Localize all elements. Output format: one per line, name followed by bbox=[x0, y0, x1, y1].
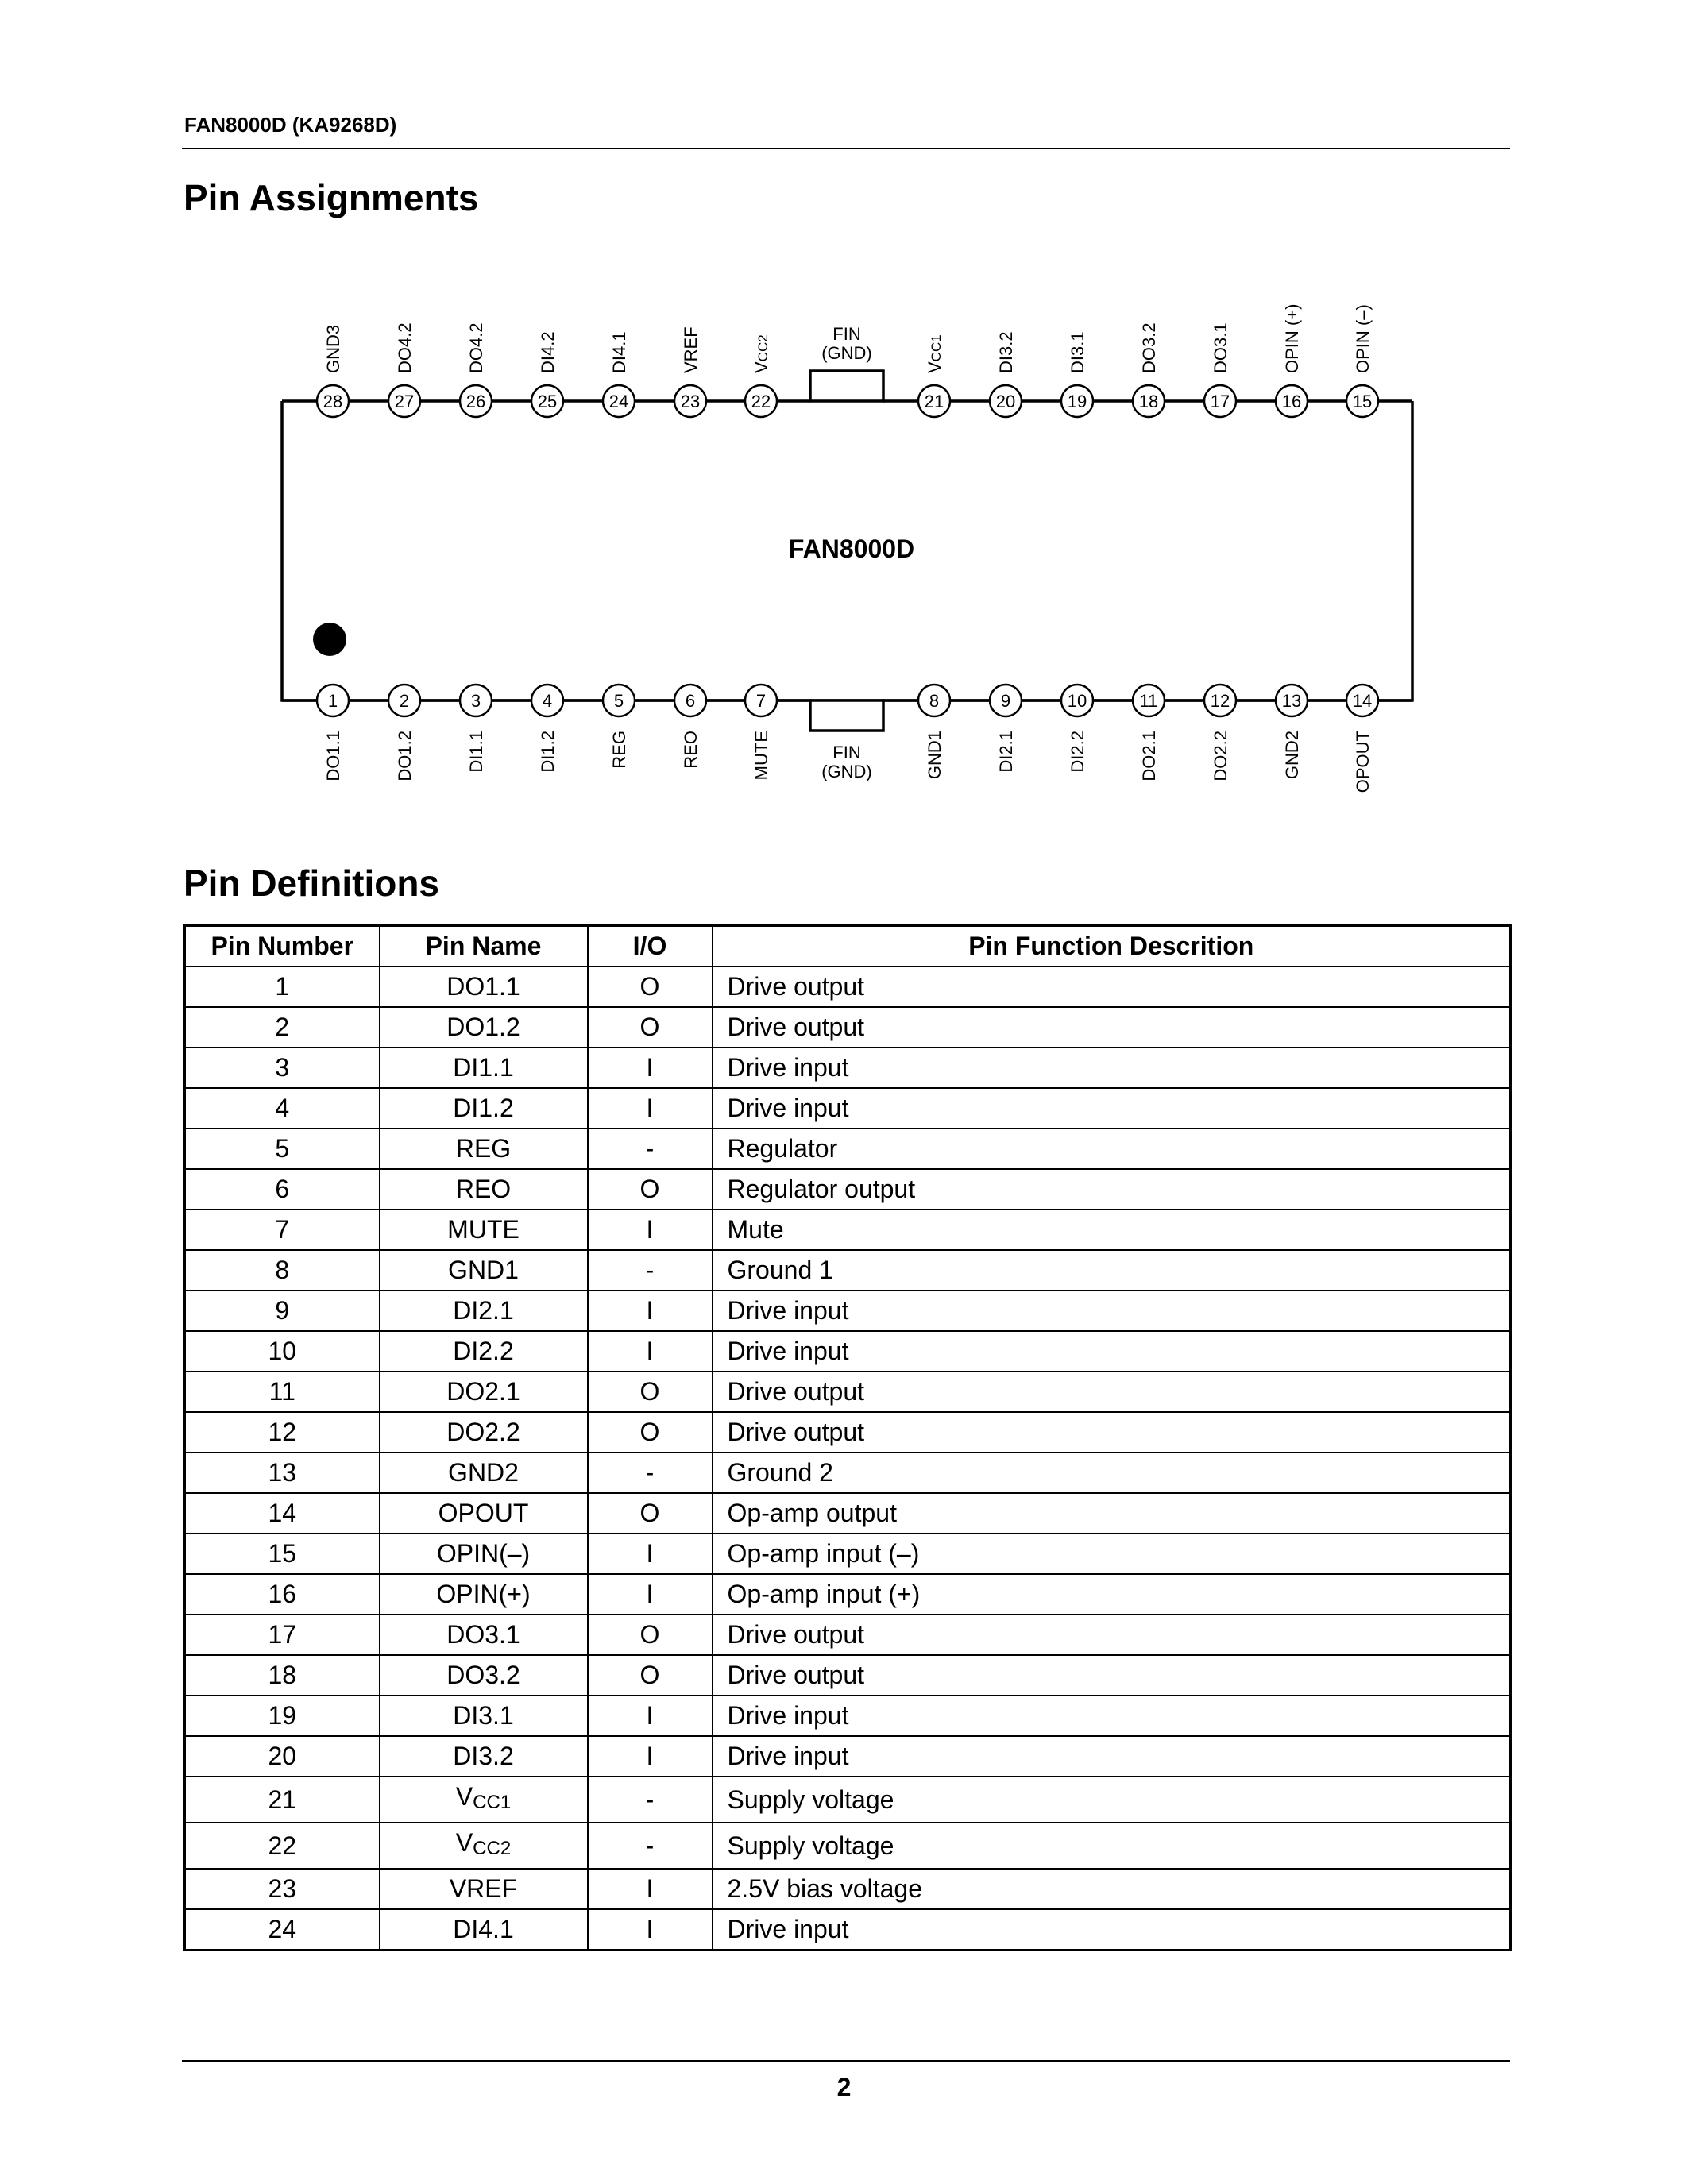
pin-number: 19 bbox=[1067, 392, 1087, 411]
cell-pin-number: 13 bbox=[185, 1453, 380, 1493]
table-row bbox=[185, 1696, 1511, 1736]
table-row bbox=[185, 1453, 1511, 1493]
pin-20 bbox=[990, 331, 1022, 417]
pin-21 bbox=[918, 334, 950, 417]
cell-pin-name: DI3.2 bbox=[380, 1736, 588, 1777]
cell-pin-name: DO3.2 bbox=[380, 1655, 588, 1696]
pin-number: 16 bbox=[1281, 392, 1302, 411]
cell-io: I bbox=[588, 1574, 713, 1615]
pin-label: DI2.2 bbox=[1068, 731, 1087, 773]
cell-pin-number: 22 bbox=[185, 1823, 380, 1869]
pin-label: DI4.2 bbox=[538, 331, 558, 373]
cell-io: - bbox=[588, 1777, 713, 1823]
cell-pin-number: 10 bbox=[185, 1331, 380, 1372]
pin-number: 17 bbox=[1210, 392, 1230, 411]
pin-label: DI4.1 bbox=[609, 331, 629, 373]
pin-label: VREF bbox=[681, 326, 701, 373]
cell-io: - bbox=[588, 1129, 713, 1169]
cell-description: Drive input bbox=[713, 1696, 1511, 1736]
cell-description: Ground 1 bbox=[713, 1250, 1511, 1291]
pin-3 bbox=[460, 685, 492, 773]
pin-label: DI3.1 bbox=[1068, 331, 1087, 373]
pin-2 bbox=[388, 685, 420, 781]
cell-pin-name: GND1 bbox=[380, 1250, 588, 1291]
pin-8 bbox=[918, 685, 950, 779]
table-row bbox=[185, 1372, 1511, 1412]
pin-number: 11 bbox=[1139, 691, 1158, 711]
table-row bbox=[185, 967, 1511, 1007]
cell-description: Drive output bbox=[713, 1615, 1511, 1655]
cell-io: I bbox=[588, 1088, 713, 1129]
table-row bbox=[185, 1869, 1511, 1909]
cell-description: Drive output bbox=[713, 967, 1511, 1007]
pin-assignment-diagram bbox=[0, 0, 1688, 842]
cell-description: Drive input bbox=[713, 1736, 1511, 1777]
cell-description: 2.5V bias voltage bbox=[713, 1869, 1511, 1909]
pin-label: OPOUT bbox=[1353, 731, 1373, 793]
cell-io: O bbox=[588, 1655, 713, 1696]
cell-io: - bbox=[588, 1823, 713, 1869]
cell-pin-name: DI4.1 bbox=[380, 1909, 588, 1951]
table-row bbox=[185, 1250, 1511, 1291]
pin-7 bbox=[745, 685, 777, 780]
table-row bbox=[185, 1331, 1511, 1372]
cell-pin-number: 23 bbox=[185, 1869, 380, 1909]
cell-io: I bbox=[588, 1909, 713, 1951]
cell-pin-name: OPOUT bbox=[380, 1493, 588, 1534]
pin-17 bbox=[1204, 322, 1236, 417]
table-row bbox=[185, 1909, 1511, 1951]
table-row bbox=[185, 1534, 1511, 1574]
cell-pin-number: 6 bbox=[185, 1169, 380, 1210]
pin-label: REO bbox=[681, 731, 701, 769]
cell-pin-number: 8 bbox=[185, 1250, 380, 1291]
fin-top-label-1: FIN bbox=[832, 324, 861, 344]
pin-23 bbox=[674, 326, 706, 417]
pin-number: 28 bbox=[323, 392, 343, 411]
pin-label: VCC1 bbox=[925, 334, 944, 373]
cell-pin-name: VCC1 bbox=[380, 1777, 588, 1823]
cell-pin-name: DO1.2 bbox=[380, 1007, 588, 1048]
pin-10 bbox=[1061, 685, 1093, 773]
fin-top-tab bbox=[810, 371, 883, 401]
cell-description: Regulator output bbox=[713, 1169, 1511, 1210]
cell-pin-name: DI3.1 bbox=[380, 1696, 588, 1736]
pin-number: 10 bbox=[1067, 691, 1087, 711]
table-row bbox=[185, 1088, 1511, 1129]
pin-label: GND2 bbox=[1282, 731, 1302, 780]
pin-label: DO2.1 bbox=[1139, 731, 1159, 781]
cell-pin-name: OPIN(–) bbox=[380, 1534, 588, 1574]
table-row bbox=[185, 1736, 1511, 1777]
pin-27 bbox=[388, 322, 420, 417]
cell-io: O bbox=[588, 1007, 713, 1048]
table-row bbox=[185, 1048, 1511, 1088]
cell-description: Ground 2 bbox=[713, 1453, 1511, 1493]
pin-15 bbox=[1346, 304, 1378, 417]
cell-io: - bbox=[588, 1250, 713, 1291]
cell-io: O bbox=[588, 1493, 713, 1534]
cell-description: Drive input bbox=[713, 1331, 1511, 1372]
cell-pin-name: MUTE bbox=[380, 1210, 588, 1250]
fin-top-label-2: (GND) bbox=[821, 343, 872, 363]
cell-pin-number: 7 bbox=[185, 1210, 380, 1250]
table-row bbox=[185, 1129, 1511, 1169]
pin-4 bbox=[531, 685, 563, 773]
cell-pin-number: 24 bbox=[185, 1909, 380, 1951]
cell-pin-name: VCC2 bbox=[380, 1823, 588, 1869]
cell-pin-number: 11 bbox=[185, 1372, 380, 1412]
cell-pin-name: REG bbox=[380, 1129, 588, 1169]
pin-label: VCC2 bbox=[751, 334, 771, 373]
pin-label: DO4.2 bbox=[395, 322, 415, 373]
pin-label: MUTE bbox=[751, 731, 771, 781]
pin-25 bbox=[531, 331, 563, 417]
table-row bbox=[185, 1169, 1511, 1210]
pin-26 bbox=[460, 322, 492, 417]
fin-bottom-label-1: FIN bbox=[832, 743, 861, 762]
cell-pin-name: DO3.1 bbox=[380, 1615, 588, 1655]
pin-label: DO1.2 bbox=[395, 731, 415, 781]
cell-description: Drive input bbox=[713, 1088, 1511, 1129]
pin-number: 20 bbox=[995, 392, 1016, 411]
cell-description: Drive output bbox=[713, 1372, 1511, 1412]
pin-number: 1 bbox=[327, 691, 338, 711]
cell-description: Op-amp input (+) bbox=[713, 1574, 1511, 1615]
pin-number: 13 bbox=[1281, 691, 1302, 711]
cell-description: Regulator bbox=[713, 1129, 1511, 1169]
pin-number: 25 bbox=[537, 392, 558, 411]
cell-pin-number: 1 bbox=[185, 967, 380, 1007]
cell-io: I bbox=[588, 1331, 713, 1372]
pin-14 bbox=[1346, 685, 1378, 793]
fin-bottom-label-2: (GND) bbox=[821, 762, 872, 781]
table-row bbox=[185, 1291, 1511, 1331]
pin-definitions-title: Pin Definitions bbox=[183, 862, 439, 904]
cell-pin-number: 14 bbox=[185, 1493, 380, 1534]
pin-number: 3 bbox=[470, 691, 481, 711]
cell-pin-name: REO bbox=[380, 1169, 588, 1210]
pin-label: OPIN (–) bbox=[1353, 304, 1373, 373]
pin-11 bbox=[1133, 685, 1165, 781]
pin-number: 2 bbox=[399, 691, 410, 711]
pin-13 bbox=[1276, 685, 1308, 779]
pin-number: 15 bbox=[1352, 392, 1373, 411]
cell-io: O bbox=[588, 1412, 713, 1453]
pin-label: DI2.1 bbox=[996, 731, 1016, 773]
table-row bbox=[185, 1493, 1511, 1534]
pin-22 bbox=[745, 334, 777, 417]
cell-description: Mute bbox=[713, 1210, 1511, 1250]
pin1-index-dot bbox=[313, 623, 346, 656]
table-row bbox=[185, 1655, 1511, 1696]
pin-number: 5 bbox=[613, 691, 624, 711]
cell-pin-name: VREF bbox=[380, 1869, 588, 1909]
pin-label: DI3.2 bbox=[996, 331, 1016, 373]
cell-io: O bbox=[588, 1615, 713, 1655]
cell-description: Supply voltage bbox=[713, 1823, 1511, 1869]
fin-bottom-tab bbox=[810, 700, 883, 731]
pin-label: GND1 bbox=[925, 731, 944, 780]
cell-io: - bbox=[588, 1453, 713, 1493]
col-header-pin-number: Pin Number bbox=[185, 926, 380, 967]
cell-pin-number: 5 bbox=[185, 1129, 380, 1169]
cell-pin-number: 20 bbox=[185, 1736, 380, 1777]
cell-pin-name: DI1.2 bbox=[380, 1088, 588, 1129]
cell-pin-number: 4 bbox=[185, 1088, 380, 1129]
cell-io: I bbox=[588, 1291, 713, 1331]
cell-description: Drive output bbox=[713, 1007, 1511, 1048]
cell-pin-number: 19 bbox=[185, 1696, 380, 1736]
pin-label: DO3.1 bbox=[1211, 322, 1230, 373]
pin-number: 14 bbox=[1352, 691, 1373, 711]
pin-number: 27 bbox=[394, 392, 415, 411]
cell-description: Supply voltage bbox=[713, 1777, 1511, 1823]
cell-io: I bbox=[588, 1696, 713, 1736]
col-header-description: Pin Function Descrition bbox=[713, 926, 1511, 967]
pin-label: DO1.1 bbox=[323, 731, 343, 781]
col-header-pin-name: Pin Name bbox=[380, 926, 588, 967]
cell-description: Op-amp output bbox=[713, 1493, 1511, 1534]
pin-6 bbox=[674, 685, 706, 769]
chip-label: FAN8000D bbox=[788, 534, 915, 563]
table-row bbox=[185, 1615, 1511, 1655]
header-part-number: FAN8000D (KA9268D) bbox=[184, 113, 397, 137]
cell-io: I bbox=[588, 1869, 713, 1909]
cell-pin-name: DI1.1 bbox=[380, 1048, 588, 1088]
pin-1 bbox=[317, 685, 349, 781]
cell-io: I bbox=[588, 1210, 713, 1250]
pin-number: 6 bbox=[685, 691, 696, 711]
cell-pin-number: 17 bbox=[185, 1615, 380, 1655]
cell-description: Op-amp input (–) bbox=[713, 1534, 1511, 1574]
pin-number: 24 bbox=[608, 392, 629, 411]
pin-number: 4 bbox=[542, 691, 553, 711]
cell-pin-name: OPIN(+) bbox=[380, 1574, 588, 1615]
cell-pin-number: 16 bbox=[185, 1574, 380, 1615]
table-row bbox=[185, 1823, 1511, 1869]
cell-io: O bbox=[588, 967, 713, 1007]
cell-pin-number: 21 bbox=[185, 1777, 380, 1823]
pin-number: 8 bbox=[929, 691, 940, 711]
cell-pin-number: 12 bbox=[185, 1412, 380, 1453]
table-row bbox=[185, 1007, 1511, 1048]
pin-19 bbox=[1061, 331, 1093, 417]
pin-28 bbox=[317, 325, 349, 417]
cell-pin-name: DO2.2 bbox=[380, 1412, 588, 1453]
pin-number: 18 bbox=[1138, 392, 1159, 411]
cell-description: Drive output bbox=[713, 1412, 1511, 1453]
cell-pin-name: DO1.1 bbox=[380, 967, 588, 1007]
cell-pin-number: 15 bbox=[185, 1534, 380, 1574]
cell-pin-number: 3 bbox=[185, 1048, 380, 1088]
pin-label: GND3 bbox=[323, 324, 343, 373]
cell-io: O bbox=[588, 1372, 713, 1412]
pin-label: DI1.1 bbox=[466, 731, 486, 773]
table-row bbox=[185, 1777, 1511, 1823]
pin-number: 22 bbox=[751, 392, 771, 411]
cell-description: Drive input bbox=[713, 1909, 1511, 1951]
pin-label: DI1.2 bbox=[538, 731, 558, 773]
pin-16 bbox=[1276, 304, 1308, 417]
cell-pin-number: 9 bbox=[185, 1291, 380, 1331]
pin-number: 9 bbox=[1000, 691, 1011, 711]
pin-definitions-table bbox=[183, 924, 1512, 1951]
pin-number: 7 bbox=[755, 691, 767, 711]
table-row bbox=[185, 1412, 1511, 1453]
pin-number: 23 bbox=[680, 392, 701, 411]
cell-description: Drive input bbox=[713, 1048, 1511, 1088]
page-number: 2 bbox=[836, 2073, 852, 2101]
cell-io: I bbox=[588, 1736, 713, 1777]
pin-number: 21 bbox=[924, 392, 944, 411]
cell-pin-name: DI2.1 bbox=[380, 1291, 588, 1331]
cell-pin-number: 2 bbox=[185, 1007, 380, 1048]
pin-12 bbox=[1204, 685, 1236, 781]
pin-label: DO3.2 bbox=[1139, 322, 1159, 373]
pin-number: 12 bbox=[1210, 691, 1230, 711]
cell-description: Drive input bbox=[713, 1291, 1511, 1331]
cell-pin-number: 18 bbox=[185, 1655, 380, 1696]
cell-description: Drive output bbox=[713, 1655, 1511, 1696]
pin-assignments-title: Pin Assignments bbox=[183, 177, 479, 218]
table-row bbox=[185, 1210, 1511, 1250]
pin-24 bbox=[603, 331, 635, 417]
pin-label: REG bbox=[609, 731, 629, 769]
col-header-io: I/O bbox=[588, 926, 713, 967]
table-header-row bbox=[185, 926, 1511, 967]
pin-18 bbox=[1133, 322, 1165, 417]
cell-pin-name: DO2.1 bbox=[380, 1372, 588, 1412]
pin-label: DO4.2 bbox=[466, 322, 486, 373]
pin-label: OPIN (+) bbox=[1282, 303, 1302, 373]
pin-label: DO2.2 bbox=[1211, 731, 1230, 781]
pin-9 bbox=[990, 685, 1022, 773]
cell-io: I bbox=[588, 1534, 713, 1574]
cell-io: O bbox=[588, 1169, 713, 1210]
cell-pin-name: GND2 bbox=[380, 1453, 588, 1493]
footer-rule bbox=[182, 2060, 1510, 2062]
pin-number: 26 bbox=[465, 392, 486, 411]
cell-io: I bbox=[588, 1048, 713, 1088]
table-row bbox=[185, 1574, 1511, 1615]
pin-5 bbox=[603, 685, 635, 769]
cell-pin-name: DI2.2 bbox=[380, 1331, 588, 1372]
